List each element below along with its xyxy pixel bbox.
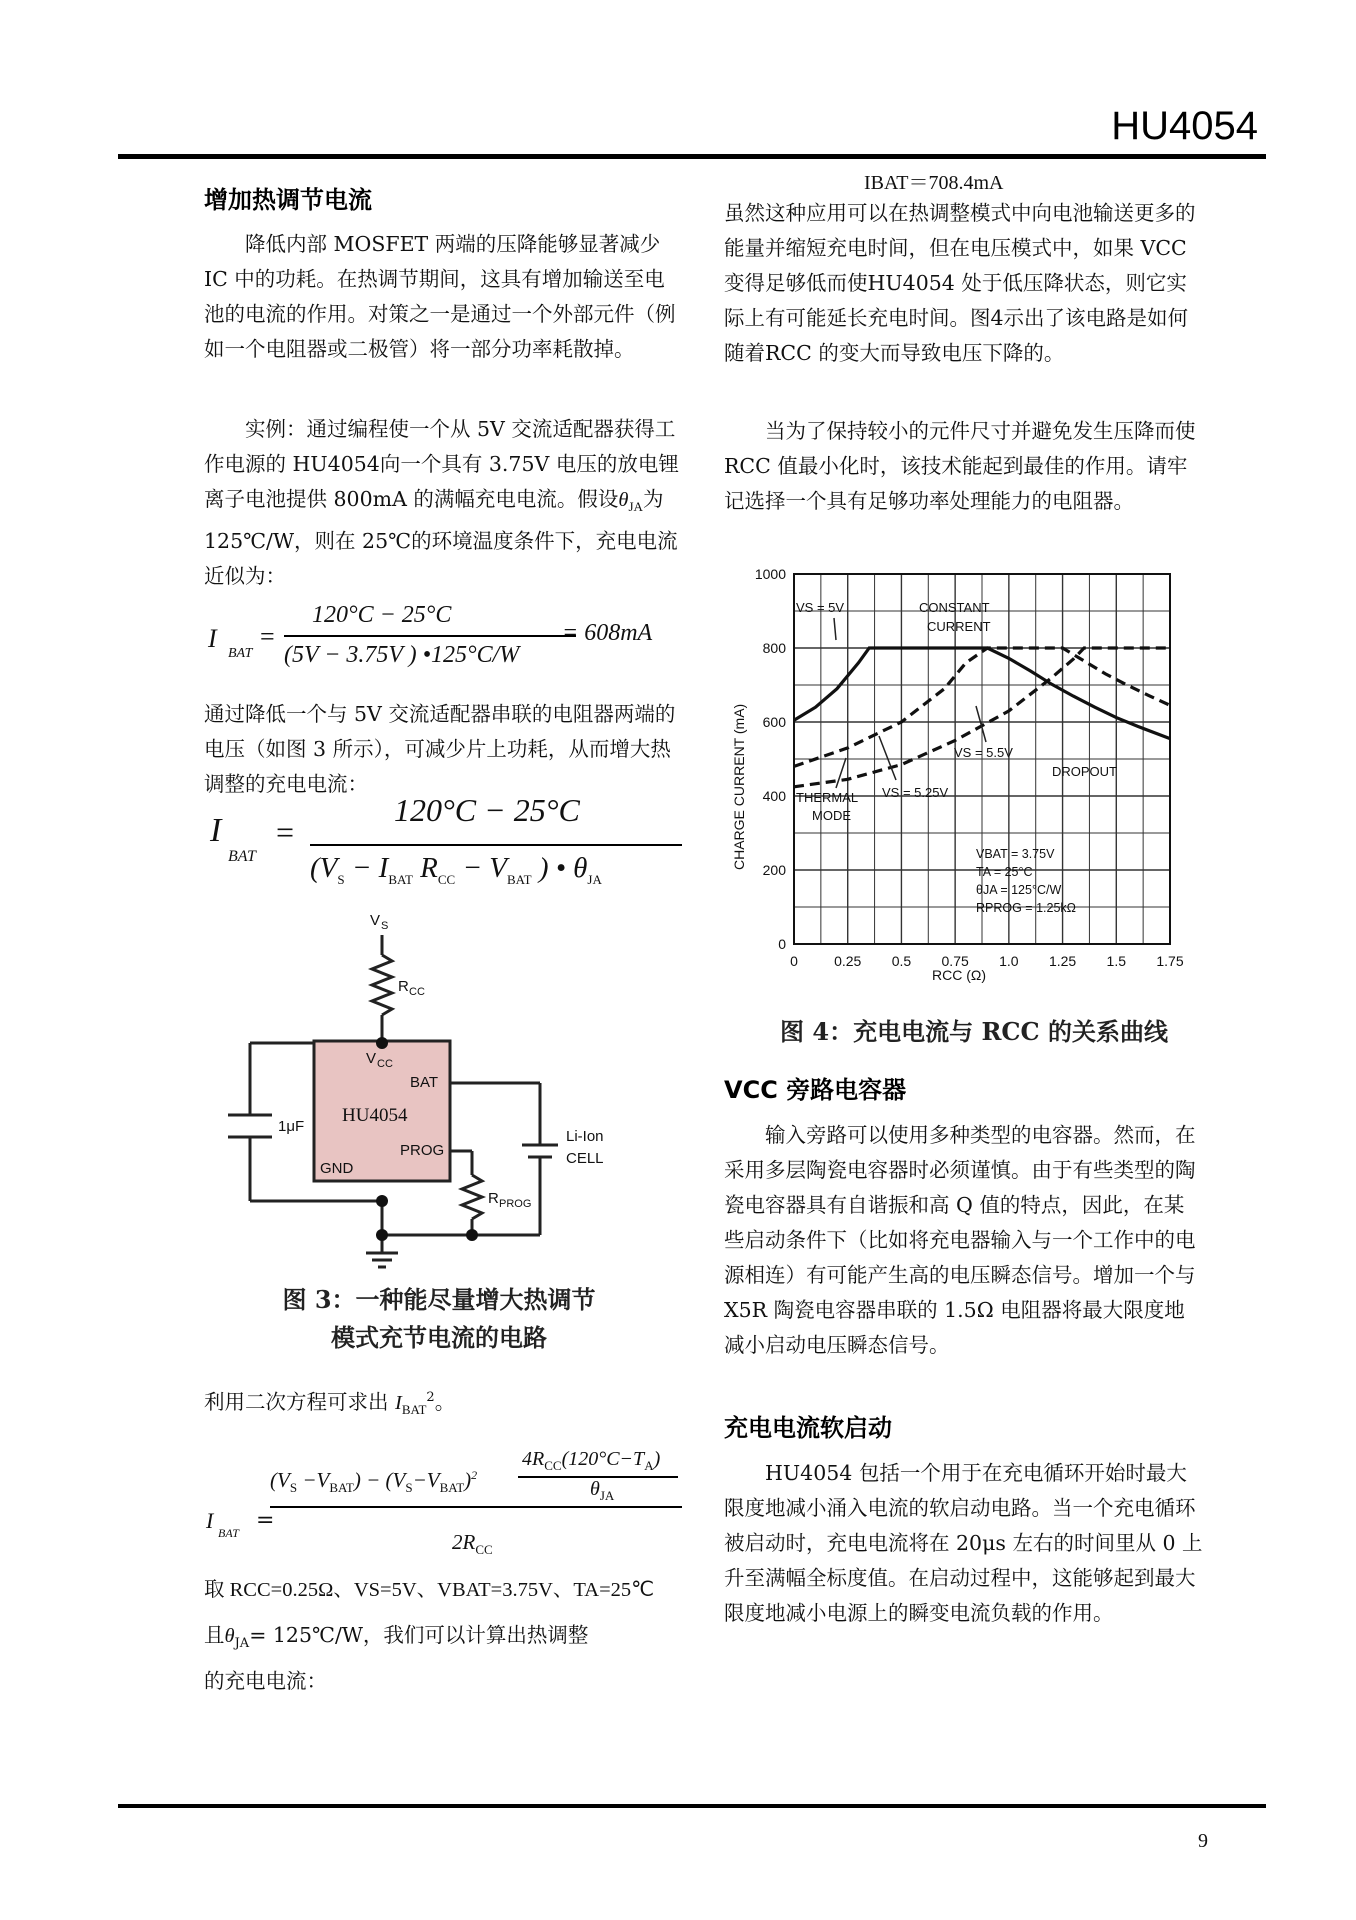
equation-1: I BAT = 120°C − 25°C (5V − 3.75V ) •125°C/W = 608mA <box>208 602 653 668</box>
svg-text:PROG: PROG <box>400 1142 445 1159</box>
label-cond-rprog: RPROG = 1.25kΩ <box>976 901 1077 915</box>
y-tick-label: 200 <box>762 862 786 878</box>
paragraph-example: 实例：通过编程使一个从 5V 交流适配器获得工作电源的 HU4054向一个具有 3.75V 电压的放电锂离子电池提供 800mA 的满幅充电电流。假设$\theta_{JA}$为 125℃/W，则在 25℃的环境温度条件下，充电电流近似为： <box>204 417 679 589</box>
svg-text:CC: CC <box>377 1058 393 1070</box>
equation-3: I BAT = $(V_S -V_{BAT}) - (V_S-V_{BAT})^2$ $4R_{CC}(120^\circ C-T_A)$ $\theta_{JA}$ $2R_{CC}$ <box>206 1448 686 1568</box>
svg-text:CC: CC <box>409 986 425 998</box>
model-number: HU4054 <box>1111 104 1258 148</box>
x-axis-label: RCC (Ω) <box>932 967 987 983</box>
chip-label: HU4054 <box>342 1105 408 1126</box>
paragraph-thermal-tradeoff: 虽然这种应用可以在热调整模式中向电池输送更多的能量并缩短充电时间，但在电压模式中，如果 VCC 变得足够低而使HU4054 处于低压降状态，则它实际上有可能延长充电时间。图4示出了该电路是如何随着RCC 的变大而导致电压下降的。 <box>724 201 1196 365</box>
label-constant: CONSTANT <box>919 600 990 615</box>
paragraph-quadratic: 利用二次方程可求出 $I_{BAT}^2$。 <box>204 1389 456 1417</box>
paragraph-charge-current: 的充电电流： <box>204 1669 327 1693</box>
ibat-result: IBAT＝708.4mA <box>864 172 1004 194</box>
paragraph-thermal-intro: 降低内部 MOSFET 两端的压降能够显著减少 IC 中的功耗。在热调节期间，这具有增加输送至电池的电流的作用。对策之一是通过一个外部元件（例如一个电阻器或二极管）将一部分功率耗散掉。 <box>204 232 676 361</box>
header-rule <box>118 154 1266 159</box>
label-vs55: VS = 5.5V <box>954 745 1013 760</box>
section-heading-bypass: VCC 旁路电容器 <box>724 1076 907 1104</box>
x-tick-label: 1.25 <box>1048 953 1077 969</box>
section-heading-thermal: 增加热调节电流 <box>204 186 372 214</box>
y-tick-label: 0 <box>778 936 786 952</box>
label-cond-ta: TA = 25°C <box>976 865 1033 879</box>
label-thermal: THERMAL <box>796 790 859 805</box>
footer-rule <box>118 1804 1266 1808</box>
x-tick-label: 0 <box>790 953 798 969</box>
y-tick-label: 400 <box>762 788 786 804</box>
section-heading-softstart: 充电电流软启动 <box>724 1414 892 1442</box>
figure-4-caption: 图 4：充电电流与 RCC 的关系曲线 <box>780 1017 1168 1046</box>
svg-text:R: R <box>398 978 409 995</box>
svg-text:1μF: 1μF <box>278 1118 305 1135</box>
figure-3-circuit <box>210 905 630 1275</box>
label-cond-theta: θJA = 125°C/W <box>976 883 1062 897</box>
label-mode: MODE <box>812 808 851 823</box>
figure-3-caption-line1: 图 3：一种能尽量增大热调节 <box>282 1285 596 1314</box>
y-tick-label: 800 <box>762 640 786 656</box>
svg-text:S: S <box>381 920 389 932</box>
y-axis-label: CHARGE CURRENT (mA) <box>731 703 747 870</box>
x-tick-label: 1.5 <box>1106 953 1127 969</box>
y-tick-label: 600 <box>762 714 786 730</box>
paragraph-given-values: 取 RCC=0.25Ω、VS=5V、VBAT=3.75V、TA=25℃ <box>204 1579 655 1601</box>
label-current: CURRENT <box>927 619 991 634</box>
label-vs5: VS = 5V <box>796 600 845 615</box>
paragraph-resistor-note: 当为了保持较小的元件尺寸并避免发生压降而使 RCC 值最小化时，该技术能起到最佳的作用。请牢记选择一个具有足够功率处理能力的电阻器。 <box>724 419 1196 513</box>
figure-4-chart <box>724 560 1184 1000</box>
label-vs525: VS = 5.25V <box>882 785 949 800</box>
equation-2: I BAT = 120°C − 25°C ($V_S - I_{BAT}$ $R_{CC} - V_{BAT}$ ) • $\theta_{JA}$ <box>206 800 686 900</box>
paragraph-given-theta: 且$\theta_{JA}=$ 125℃/W，我们可以计算出热调整 <box>204 1623 589 1652</box>
svg-text:BAT: BAT <box>410 1074 439 1091</box>
paragraph-series-resistor: 通过降低一个与 5V 交流适配器串联的电阻器两端的电压（如图 3 所示），可减少片上功耗，从而增大热调整的充电电流： <box>204 702 676 796</box>
x-tick-label: 0.25 <box>834 953 862 969</box>
x-tick-label: 1.0 <box>999 953 1019 969</box>
svg-text:V: V <box>370 912 381 929</box>
paragraph-bypass: 输入旁路可以使用多种类型的电容器。然而，在采用多层陶瓷电容器时必须谨慎。由于有些类型的陶瓷电容器具有自谐振和高 Q 值的特点，因此，在某些启动条件下（比如将充电器输入与一个工作中的电源相连）有可能产生高的电压瞬态信号。增加一个与 X5R 陶瓷电容器串联的 1.5Ω 电阻器将最大限度地减小启动电压瞬态信号。 <box>724 1123 1196 1357</box>
x-tick-label: 0.75 <box>941 953 969 969</box>
page-number: 9 <box>1198 1830 1208 1852</box>
figure-3-caption-line2: 模式充节电流的电路 <box>331 1323 547 1352</box>
y-tick-label: 1000 <box>754 566 786 582</box>
svg-text:V: V <box>366 1050 377 1067</box>
paragraph-softstart: HU4054 包括一个用于在充电循环开始时最大限度地减小涌入电流的软启动电路。当一个充电循环被启动时，充电电流将在 20μs 左右的时间里从 0 上升至满幅全标度值。在启动过程中，这能够起到最大限度地减小电源上的瞬变电流负载的作用。 <box>724 1461 1203 1625</box>
x-tick-label: 1.75 <box>1156 953 1184 969</box>
svg-text:R: R <box>488 1190 499 1207</box>
label-dropout: DROPOUT <box>1052 764 1117 779</box>
svg-text:GND: GND <box>320 1160 354 1177</box>
label-cond-vbat: VBAT = 3.75V <box>976 847 1055 861</box>
x-tick-label: 0.5 <box>891 953 912 969</box>
svg-text:Li-Ion: Li-Ion <box>566 1128 604 1145</box>
svg-text:CELL: CELL <box>566 1150 604 1167</box>
svg-text:PROG: PROG <box>499 1198 532 1210</box>
